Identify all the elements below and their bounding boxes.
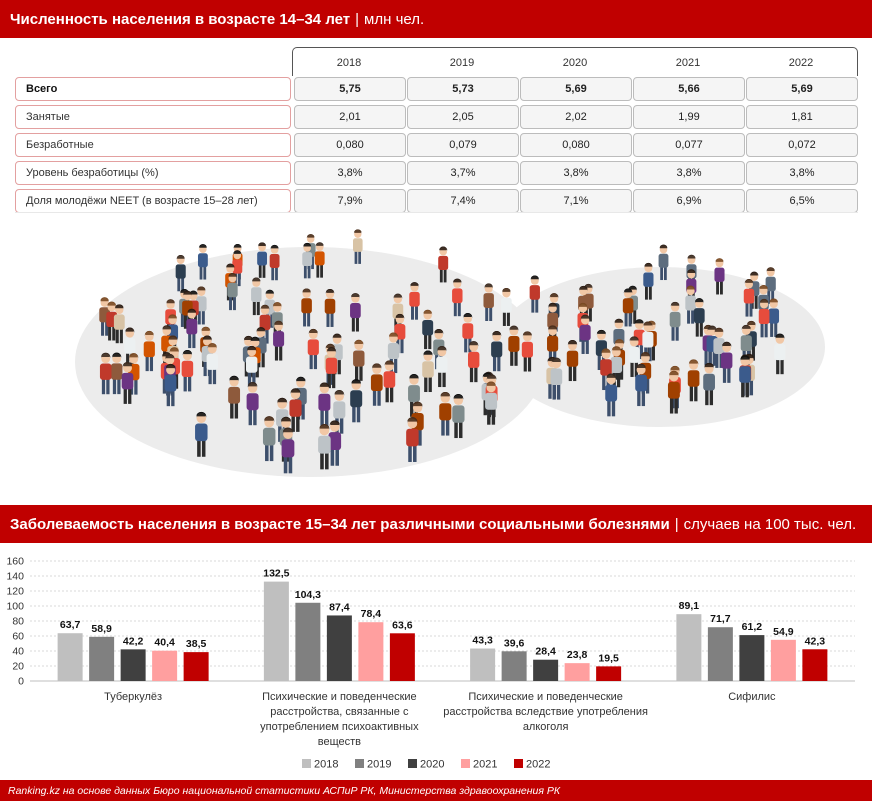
legend-swatch (408, 759, 417, 768)
table-cell: 0,072 (746, 133, 858, 157)
title-separator: | (674, 515, 679, 533)
bar (264, 582, 289, 681)
section-banner-population (0, 0, 872, 38)
data-label: 39,6 (503, 637, 525, 650)
bar (739, 635, 764, 681)
table-cell: 3,8% (633, 161, 745, 185)
data-label: 19,5 (598, 652, 619, 665)
bar (327, 615, 352, 681)
y-tick-label: 140 (6, 570, 24, 583)
bar (470, 649, 495, 681)
row-label: Всего (15, 77, 291, 101)
bar (676, 614, 701, 681)
y-tick-label: 100 (6, 600, 24, 613)
table-divider (15, 212, 858, 213)
data-label: 61,2 (741, 621, 763, 634)
section-unit: случаев на 100 тыс. чел. (683, 515, 857, 533)
section-title: Численность населения в возрасте 14–34 лет (10, 10, 351, 28)
table-cell: 7,1% (520, 189, 632, 213)
row-label: Доля молодёжи NEET (в возрасте 15–28 лет) (15, 189, 291, 213)
data-label: 23,8 (566, 649, 588, 662)
data-label: 38,5 (185, 638, 207, 651)
table-cell: 3,8% (294, 161, 406, 185)
y-tick-label: 160 (6, 555, 24, 568)
bar (565, 663, 590, 681)
row-label: Уровень безработицы (%) (15, 161, 291, 185)
bar (358, 622, 383, 681)
y-tick-label: 0 (18, 675, 24, 688)
legend-label: 2019 (367, 758, 392, 771)
table-cell: 0,080 (294, 133, 406, 157)
legend-label: 2018 (314, 758, 339, 771)
category-label: Психические и поведенческие (468, 691, 623, 703)
bar (771, 640, 796, 681)
category-label: употреблением психоактивных (260, 721, 419, 733)
category-label: алкоголя (522, 721, 569, 733)
table-cell: 3,8% (520, 161, 632, 185)
section-title: Заболеваемость населения в возрасте 15–34 лет различными социальными болезнями (10, 515, 670, 533)
y-tick-label: 20 (12, 660, 24, 673)
y-tick-label: 60 (12, 630, 24, 643)
data-label: 63,6 (392, 619, 413, 632)
category-label: расстройства вследствие употребления (443, 706, 648, 718)
y-tick-label: 40 (12, 645, 24, 658)
table-cell: 2,02 (520, 105, 632, 129)
data-label: 132,5 (263, 567, 290, 580)
year-header: 2020 (562, 57, 588, 69)
year-header: 2021 (675, 57, 701, 69)
crowd-illustration (70, 222, 830, 497)
year-header: 2018 (336, 57, 362, 69)
legend-swatch (302, 759, 311, 768)
row-label: Занятые (15, 105, 291, 129)
table-cell: 5,75 (294, 77, 406, 101)
section-unit: млн чел. (364, 10, 425, 28)
table-cell: 7,4% (407, 189, 519, 213)
data-label: 71,7 (710, 613, 731, 626)
table-cell: 0,079 (407, 133, 519, 157)
table-cell: 2,01 (294, 105, 406, 129)
table-cell: 1,81 (746, 105, 858, 129)
category-label: веществ (317, 736, 362, 748)
data-label: 89,1 (678, 600, 700, 613)
bar (708, 627, 733, 681)
y-tick-label: 120 (6, 585, 24, 598)
bar (802, 649, 827, 681)
table-cell: 5,69 (520, 77, 632, 101)
bar (596, 666, 621, 681)
bar (58, 633, 83, 681)
data-label: 104,3 (294, 588, 322, 601)
data-label: 78,4 (360, 608, 382, 621)
legend-label: 2021 (473, 758, 498, 771)
year-header: 2019 (449, 57, 475, 69)
legend-label: 2022 (526, 758, 551, 771)
data-label: 28,4 (535, 645, 556, 658)
table-cell: 1,99 (633, 105, 745, 129)
data-label: 58,9 (91, 622, 112, 635)
data-label: 40,4 (154, 636, 175, 649)
table-cell: 0,080 (520, 133, 632, 157)
category-label: Туберкулёз (104, 691, 163, 703)
table-cell: 5,73 (407, 77, 519, 101)
category-label: Сифилис (728, 691, 776, 703)
data-label: 63,7 (59, 619, 81, 632)
data-label: 43,3 (472, 634, 493, 647)
data-label: 42,2 (122, 635, 144, 648)
bar (121, 649, 146, 681)
table-cell: 3,7% (407, 161, 519, 185)
bar (502, 651, 527, 681)
table-cell: 6,5% (746, 189, 858, 213)
bar (533, 660, 558, 681)
section-banner-diseases (0, 505, 872, 543)
table-cell: 3,8% (746, 161, 858, 185)
table-cell: 5,66 (633, 77, 745, 101)
title-separator: | (355, 10, 360, 28)
table-cell: 7,9% (294, 189, 406, 213)
legend-label: 2020 (420, 758, 445, 771)
data-label: 87,4 (329, 601, 350, 614)
category-label: расстройства, связанные с (270, 706, 409, 718)
year-header: 2022 (788, 57, 814, 69)
table-cell: 5,69 (746, 77, 858, 101)
bar (295, 603, 320, 681)
row-label: Безработные (15, 133, 291, 157)
table-cell: 0,077 (633, 133, 745, 157)
table-cell: 2,05 (407, 105, 519, 129)
bar (152, 651, 177, 681)
table-cell: 6,9% (633, 189, 745, 213)
category-label: Психические и поведенческие (262, 691, 417, 703)
legend-swatch (514, 759, 523, 768)
bar (184, 652, 209, 681)
data-label: 42,3 (804, 635, 826, 648)
legend-swatch (461, 759, 470, 768)
legend-swatch (355, 759, 364, 768)
disease-bar-chart (0, 548, 872, 778)
bar (89, 637, 114, 681)
data-label: 54,9 (773, 625, 794, 638)
source-footer: Ranking.kz на основе данных Бюро национальной статистики АСПиР РК, Министерства здравоохранения РК (0, 780, 872, 801)
y-tick-label: 80 (12, 615, 24, 628)
bar (390, 633, 415, 681)
